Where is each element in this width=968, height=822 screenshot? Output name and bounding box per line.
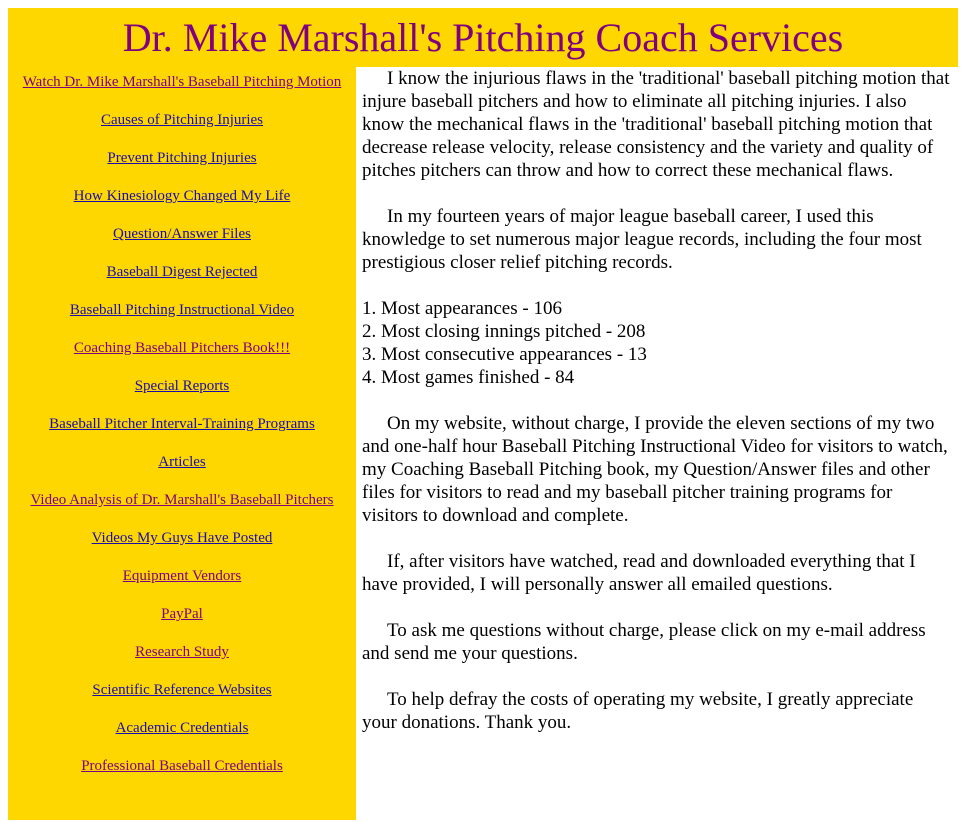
sidebar-link-item: [8, 187, 356, 206]
sidebar-nav: [8, 67, 356, 820]
sidebar-link[interactable]: Causes of Pitching Injuries: [100, 112, 264, 128]
sidebar-link[interactable]: Video Analysis of Dr. Marshall's Baseball Pitchers: [30, 492, 334, 508]
intro-paragraph: I know the injurious flaws in the 'traditional' baseball pitching motion that injure baseball pitchers and how to eliminate all pitching injuries. I also know the mechanical flaws in the 'traditional' baseball pitching motion that decrease release velocity, release consistency and the variety and quality of pitches pitchers can throw and how to correct these mechanical flaws.: [362, 68, 950, 181]
sidebar-link[interactable]: Baseball Pitching Instructional Video: [69, 302, 295, 318]
sidebar-link[interactable]: Scientific Reference Websites: [92, 682, 272, 698]
sidebar-link-item: [8, 225, 356, 244]
sidebar-link-item: [8, 681, 356, 700]
sidebar-link-item: [8, 529, 356, 548]
sidebar-link-item: [8, 415, 356, 434]
records-list: [362, 297, 952, 389]
sidebar-link-item: [8, 453, 356, 472]
sidebar-link[interactable]: Equipment Vendors: [122, 568, 242, 584]
record-item: 3. Most consecutive appearances - 13: [362, 344, 647, 365]
main-content: [362, 67, 952, 757]
sidebar-link-item: [8, 111, 356, 130]
sidebar-link[interactable]: How Kinesiology Changed My Life: [73, 188, 291, 204]
sidebar-link-item: [8, 757, 356, 776]
sidebar-link[interactable]: Research Study: [135, 644, 229, 660]
site-title: Dr. Mike Marshall's Pitching Coach Services: [122, 14, 844, 60]
site-header: [8, 8, 958, 67]
sidebar-link-item: [8, 301, 356, 320]
sidebar-link[interactable]: Videos My Guys Have Posted: [91, 530, 273, 546]
sidebar-link-item: [8, 149, 356, 168]
sidebar-link-item: [8, 73, 356, 92]
sidebar-link[interactable]: PayPal: [161, 606, 203, 622]
email-answer-paragraph: If, after visitors have watched, read and downloaded everything that I have provided, I will personally answer all emailed questions.: [362, 551, 916, 595]
ask-questions-paragraph: To ask me questions without charge, please click on my e-mail address and send me your questions.: [362, 620, 926, 664]
record-item: 4. Most games finished - 84: [362, 367, 575, 388]
record-item: 2. Most closing innings pitched - 208: [362, 321, 646, 342]
sidebar-link-item: [8, 263, 356, 282]
sidebar-link[interactable]: Articles: [158, 454, 206, 470]
sidebar-link-item: [8, 719, 356, 738]
records-intro-paragraph: In my fourteen years of major league baseball career, I used this knowledge to set numerous major league records, including the four most prestigious closer relief pitching records.: [362, 206, 922, 273]
sidebar-link-item: [8, 643, 356, 662]
website-offer-paragraph: On my website, without charge, I provide the eleven sections of my two and one-half hour Baseball Pitching Instructional Video for visitors to watch, my Coaching Baseball Pitching book, my Question/Answer files and other files for visitors to read and my baseball pitcher training programs for visitors to download and complete.: [362, 413, 948, 526]
sidebar-link[interactable]: Baseball Pitcher Interval-Training Programs: [49, 416, 315, 432]
sidebar-link[interactable]: Question/Answer Files: [113, 226, 251, 242]
sidebar-link[interactable]: Professional Baseball Credentials: [81, 758, 283, 774]
sidebar-link-item: [8, 377, 356, 396]
sidebar-link[interactable]: Prevent Pitching Injuries: [107, 150, 257, 166]
sidebar-link-list: [8, 67, 356, 776]
sidebar-link-item: [8, 339, 356, 358]
sidebar-link-item: [8, 567, 356, 586]
sidebar-link-item: [8, 491, 356, 510]
sidebar-link[interactable]: Special Reports: [134, 378, 230, 394]
sidebar-link[interactable]: Watch Dr. Mike Marshall's Baseball Pitching Motion: [22, 74, 342, 90]
sidebar-link[interactable]: Baseball Digest Rejected: [106, 264, 258, 280]
sidebar-link[interactable]: Academic Credentials: [115, 720, 249, 736]
donation-paragraph: To help defray the costs of operating my website, I greatly appreciate your donations. Thank you.: [362, 689, 914, 733]
sidebar-link-item: [8, 605, 356, 624]
record-item: 1. Most appearances - 106: [362, 298, 562, 319]
sidebar-link[interactable]: Coaching Baseball Pitchers Book!!!: [73, 340, 291, 356]
